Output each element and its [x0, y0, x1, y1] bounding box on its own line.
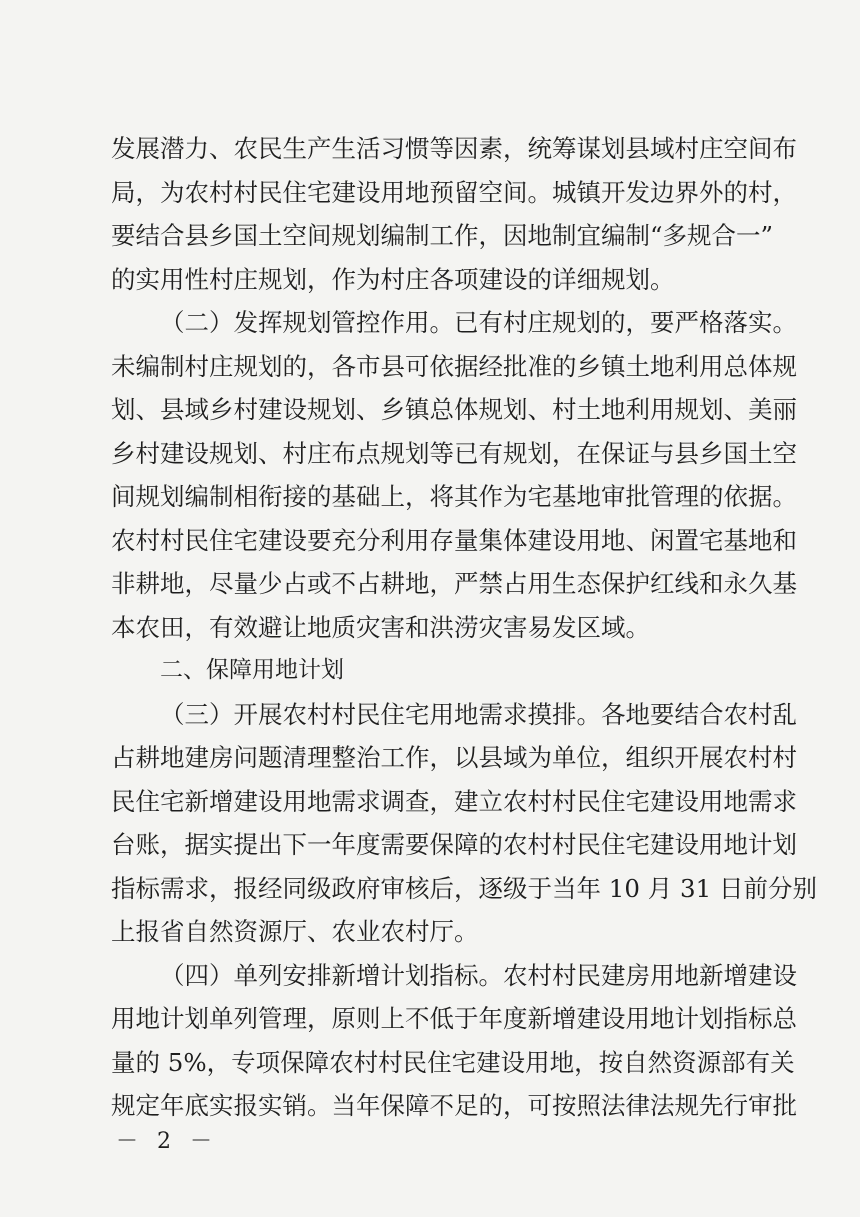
text-line: 要结合县乡国土空间规划编制工作，因地制宜编制“多规合一” [111, 221, 774, 250]
text-line: 指标需求，报经同级政府审核后，逐级于当年 10 月 31 日前分别 [111, 873, 817, 903]
text-line: 间规划编制相衔接的基础上，将其作为宅基地审批管理的依据。 [111, 482, 797, 511]
text-line: 台账，据实提出下一年度需要保障的农村村民住宅建设用地计划 [111, 830, 797, 859]
text-line: 本农田，有效避让地质灾害和洪涝灾害易发区域。 [111, 612, 650, 642]
text-line: 发展潜力、农民生产生活习惯等因素，统筹谋划县域村庄空间布 [111, 134, 797, 163]
text-line: 划、县域乡村建设规划、乡镇总体规划、村土地利用规划、美丽 [111, 395, 797, 424]
text-line: 占耕地建房问题清理整治工作，以县域为单位，组织开展农村村 [111, 743, 797, 772]
text-line: 未编制村庄规划的，各市县可依据经批准的乡镇土地利用总体规 [111, 351, 797, 381]
text-line: 规定年底实报实销。当年保障不足的，可按照法律法规先行审批 [111, 1091, 797, 1120]
page-number: － 2 － [116, 1129, 218, 1154]
text-line: 上报省自然资源厅、农业农村厅。 [111, 917, 479, 946]
text-line: 非耕地，尽量少占或不占耕地，严禁占用生态保护红线和永久基 [111, 569, 797, 598]
text-line: 的实用性村庄规划，作为村庄各项建设的详细规划。 [111, 264, 675, 294]
text-line: 用地计划单列管理，原则上不低于年度新增建设用地计划指标总 [111, 1004, 797, 1033]
text-line: （三）开展农村村民住宅用地需求摸排。各地要结合农村乱 [160, 699, 797, 729]
text-line: 量的 5%，专项保障农村村民住宅建设用地，按自然资源部有关 [111, 1047, 795, 1077]
text-line: 局，为农村村民住宅建设用地预留空间。城镇开发边界外的村， [111, 177, 797, 207]
text-line: 乡村建设规划、村庄布点规划等已有规划，在保证与县乡国土空 [111, 438, 797, 468]
text-line: 民住宅新增建设用地需求调查，建立农村村民住宅建设用地需求 [111, 786, 797, 816]
text-line: 农村村民住宅建设要充分利用存量集体建设用地、闲置宅基地和 [111, 525, 797, 555]
text-line: （二）发挥规划管控作用。已有村庄规划的，要严格落实。 [160, 308, 797, 337]
section-heading: 二、保障用地计划 [160, 657, 344, 683]
text-line: （四）单列安排新增计划指标。农村村民建房用地新增建设 [160, 960, 797, 990]
body-text [111, 127, 817, 1128]
